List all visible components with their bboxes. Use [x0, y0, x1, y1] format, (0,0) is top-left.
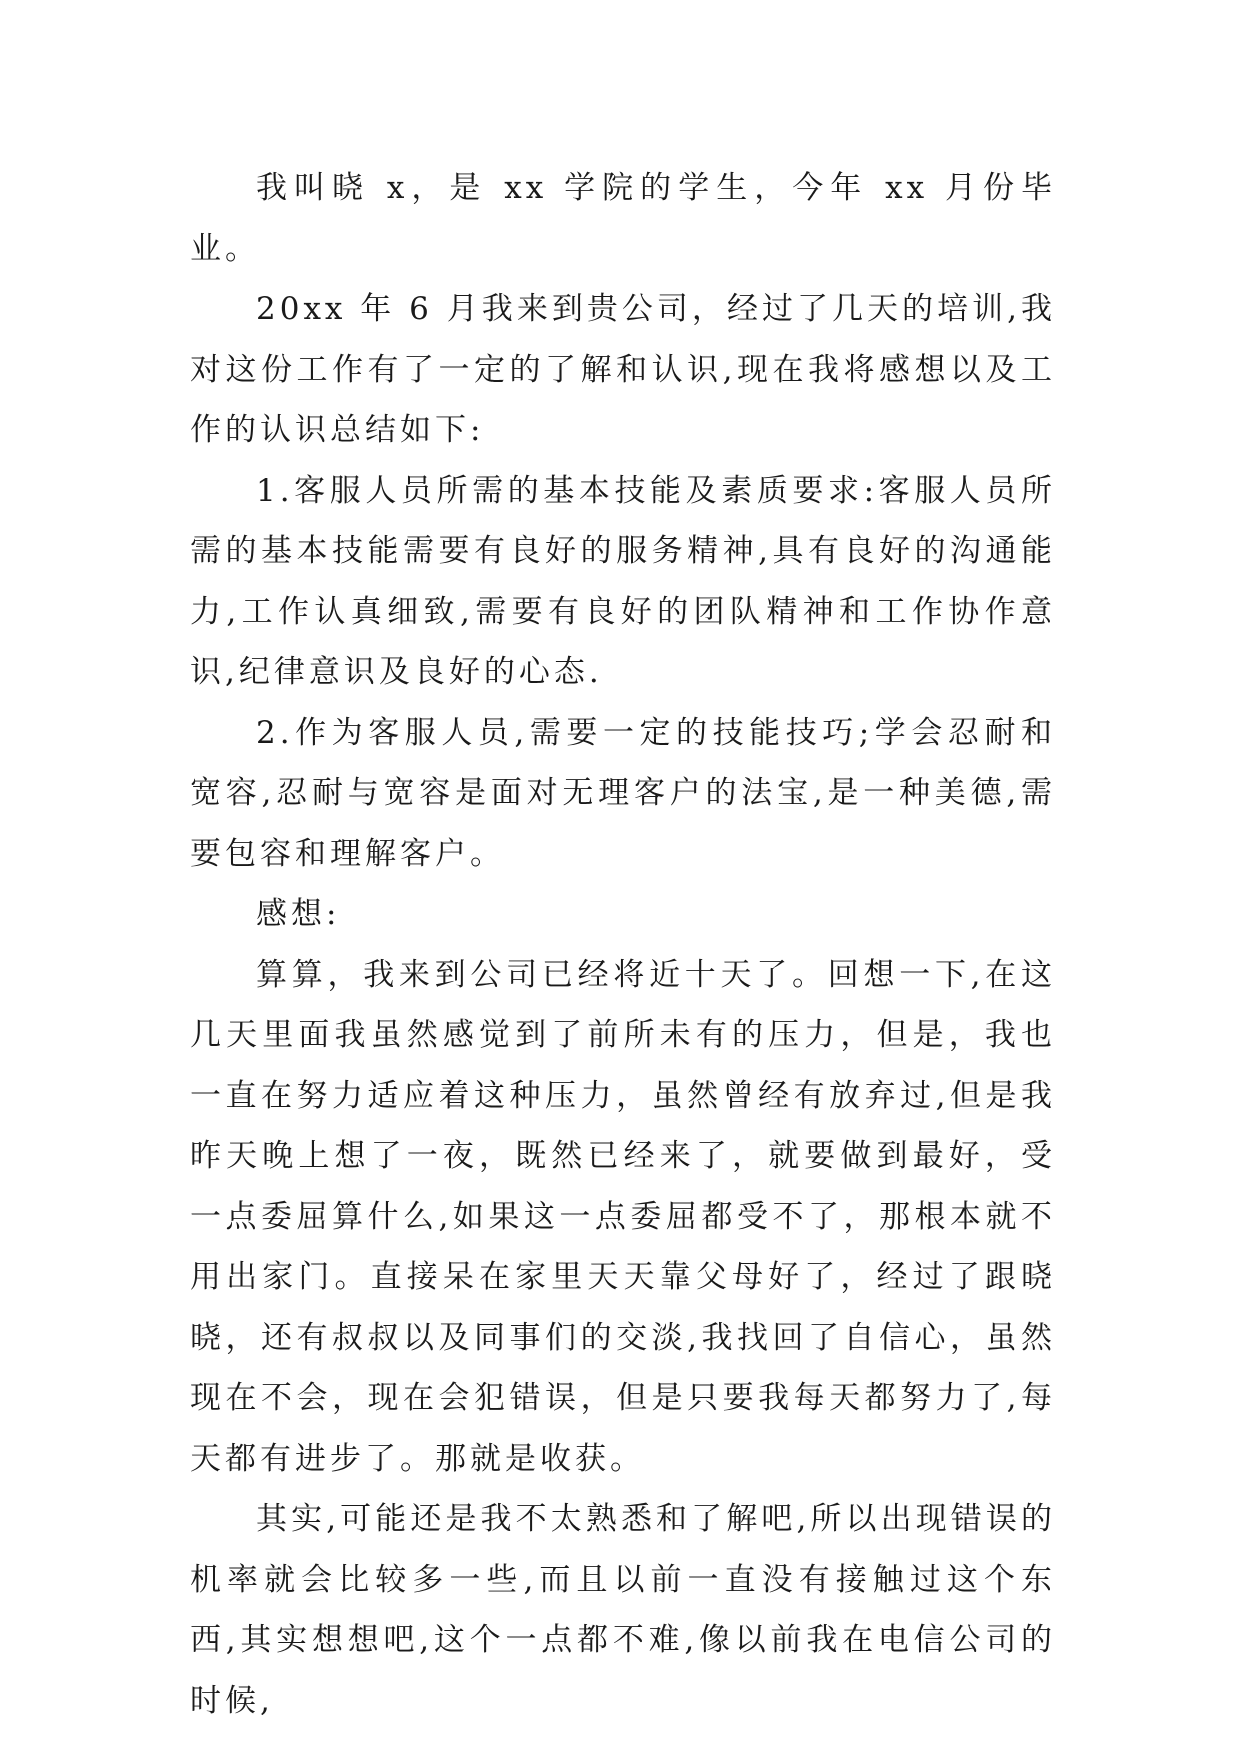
paragraph-point-2: 2.作为客服人员,需要一定的技能技巧;学会忍耐和宽容,忍耐与宽容是面对无理客户的法宝,是一种美德,需要包容和理解客户。	[190, 714, 1056, 872]
paragraph-intro: 我叫晓 x，是 xx 学院的学生，今年 xx 月份毕业。	[190, 170, 1056, 267]
paragraph-reflection: 算算，我来到公司已经将近十天了。回想一下,在这几天里面我虽然感觉到了前所未有的压力，但是，我也一直在努力适应着这种压力，虽然曾经有放弃过,但是我昨天晚上想了一夜，既然已经来了，就要做到最好，受一点委屈算什么,如果这一点委屈都受不了，那根本就不用出家门。直接呆在家里天天靠父母好了，经过了跟晓晓，还有叔叔以及同事们的交淡,我找回了自信心，虽然现在不会，现在会犯错误，但是只要我每天都努力了,每天都有进步了。那就是收获。	[190, 956, 1056, 1477]
document-body	[190, 158, 1056, 1731]
paragraph-closing: 其实,可能还是我不太熟悉和了解吧,所以出现错误的机率就会比较多一些,而且以前一直没有接触过这个东西,其实想想吧,这个一点都不难,像以前我在电信公司的时候,	[190, 1501, 1056, 1719]
paragraph-heading-thoughts: 感想:	[256, 896, 341, 932]
paragraph-arrival: 20xx 年 6 月我来到贵公司，经过了几天的培训,我对这份工作有了一定的了解和认识,现在我将感想以及工作的认识总结如下:	[190, 291, 1056, 448]
paragraph-point-1: 1.客服人员所需的基本技能及素质要求:客服人员所需的基本技能需要有良好的服务精神,具有良好的沟通能力,工作认真细致,需要有良好的团队精神和工作协作意识,纪律意识及良好的心态.	[190, 472, 1056, 690]
